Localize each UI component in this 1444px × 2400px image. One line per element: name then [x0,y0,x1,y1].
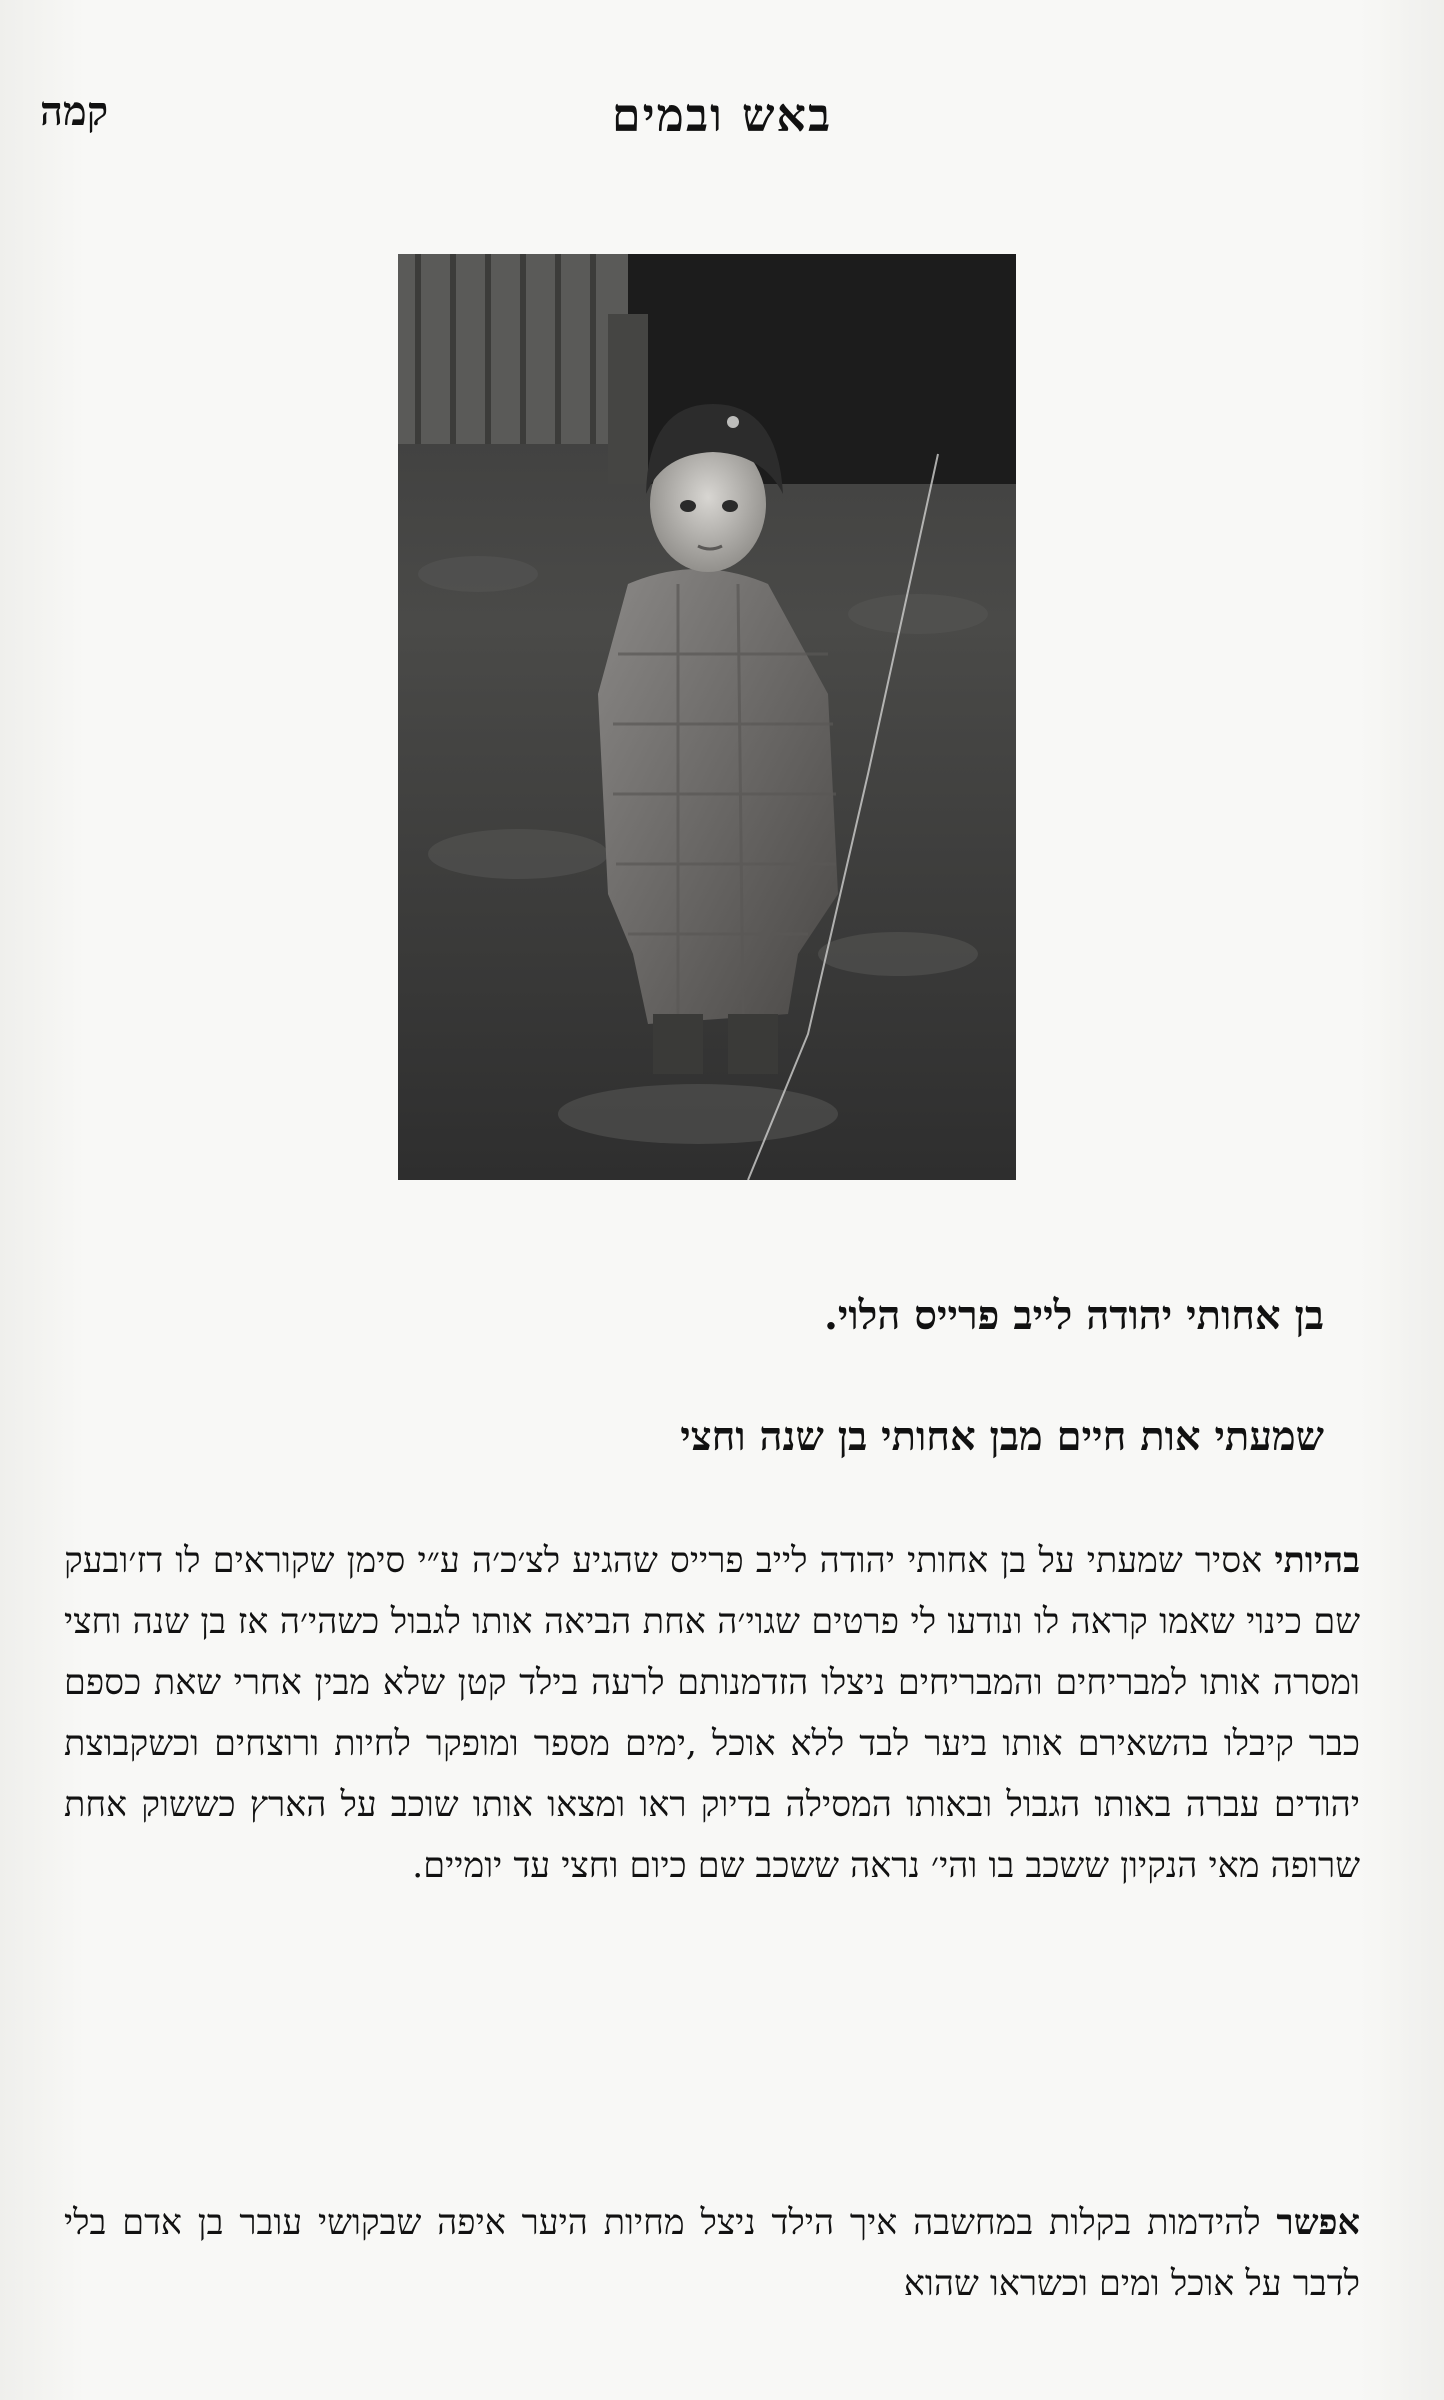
paragraph-1-line: לצ׳כ׳ה ע״י סימן שקוראים לו דז׳ובעק שם כינוי שאמו [64,1541,1360,1642]
paragraph-2 [64,2192,1360,2315]
photo-child-in-coat-icon [398,254,1016,1180]
page-number: קמה [40,88,109,135]
running-title: באש ובמים [611,88,833,142]
paragraph-1-line: לרעה בילד קטן שלא מבין אחרי שאת כספם כבר קיבלו בהשאירם [64,1663,1360,1764]
paragraph-1-line: אותו ביער לבד ללא אוכל ,ימים מספר ומופקר לחיות ורוצחים [214,1724,1063,1764]
photograph [398,254,1016,1180]
paragraph-1 [64,1530,1360,1897]
paragraph-1-line: בו והי׳ נראה ששכב שם כיום וחצי עד יומיים. [412,1846,1015,1886]
page-header [40,88,1404,148]
photo-caption: בן אחותי יהודה לייב פרייס הלוי. [823,1292,1324,1339]
paragraph-2-lead-word: אפשר [1276,2202,1360,2243]
paragraph-1-line: קראה לו ונודעו לי פרטים שגוי׳ה אחת הביאה אותו לגבול כשהי׳ה [279,1602,1148,1642]
paragraph-1-line: וכשקבוצת יהודים עברה באותו הגבול ובאותו המסילה בדיוק ראו [64,1724,1360,1825]
paragraph-1-line: ומצאו אותו שוכב על הארץ כששוק אחת שרופה מאי הנקיון ששכב [64,1785,1360,1886]
paragraph-2-line: שבקושי עובר בן אדם בלי לדבר על אוכל ומים וכשראו שהוא [64,2203,1360,2304]
paragraph-1-line: אז בן שנה וחצי ומסרה אותו למבריחים והמבריחים ניצלו הזדמנותם [64,1602,1360,1703]
paragraph-1-lead-word: בהיותי [1274,1540,1360,1581]
paragraph-2-line: להידמות בקלות במחשבה איך הילד ניצל מחיות היער איפה [437,2203,1261,2243]
section-heading: שמעתי אות חיים מבן אחותי בן שנה וחצי [680,1413,1324,1460]
paragraph-1-line: אסיר שמעתי על בן אחותי יהודה לייב פרייס שהגיע [572,1541,1263,1581]
